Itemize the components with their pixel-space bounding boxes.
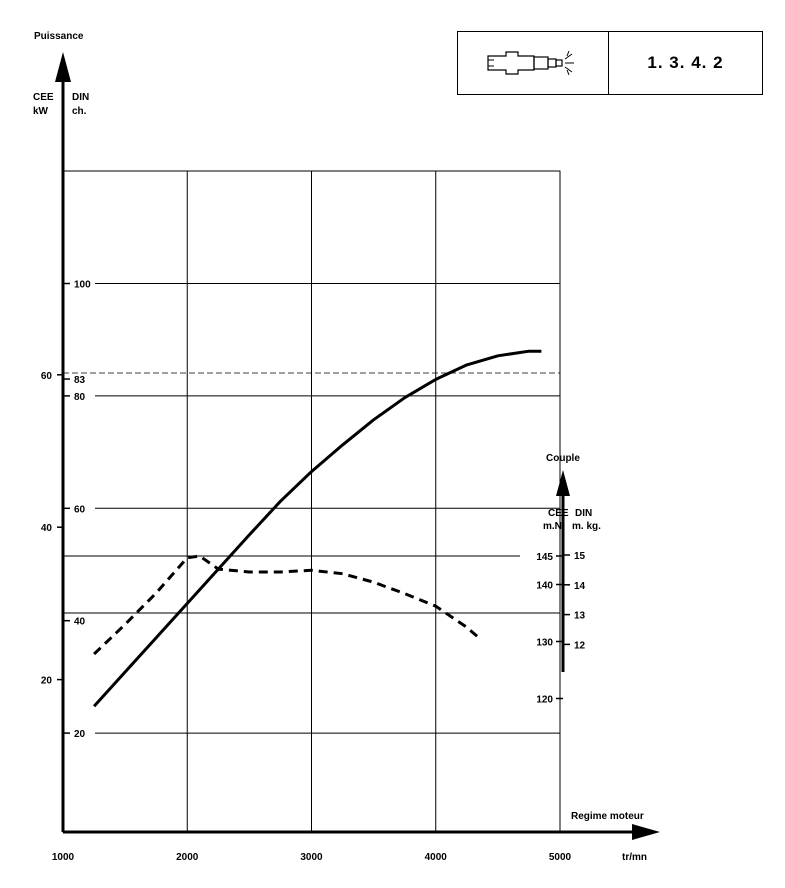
torque-din-unit-2: m. kg. — [572, 521, 601, 532]
torque-curve — [94, 556, 479, 654]
x-tick-label: 1000 — [51, 852, 75, 863]
x-tick-label: 4000 — [424, 852, 447, 863]
x-axis-arrow — [632, 824, 660, 840]
chart-series — [94, 351, 541, 706]
power-din-unit-2: ch. — [72, 106, 87, 117]
power-cee-tick-label: 40 — [40, 523, 52, 535]
torque-cee-tick-label: 130 — [536, 637, 553, 649]
torque-axis-arrow — [556, 470, 570, 496]
power-cee-tick-label: 20 — [40, 675, 52, 687]
power-curve — [94, 351, 541, 706]
power-din-tick-label: 100 — [74, 279, 91, 291]
power-din-tick-label: 80 — [74, 391, 86, 403]
power-din-tick-label: 83 — [74, 375, 86, 387]
torque-cee-tick-label: 145 — [536, 552, 553, 563]
torque-din-tick-label: 15 — [574, 551, 586, 562]
power-cee-tick-label: 60 — [40, 370, 52, 382]
torque-din-unit-1: DIN — [575, 508, 593, 519]
x-tick-label: 5000 — [548, 852, 572, 863]
chart-grid — [63, 171, 560, 832]
x-tick-label: 3000 — [300, 852, 323, 863]
power-axis-arrow — [55, 52, 71, 82]
torque-din-tick-label: 14 — [574, 580, 586, 592]
power-din-tick-label: 40 — [74, 616, 86, 628]
power-din-tick-label: 60 — [74, 504, 86, 516]
torque-cee-unit-1: CEE — [548, 508, 569, 519]
x-axis-unit: tr/mn — [622, 852, 647, 863]
power-din-unit-1: DIN — [72, 92, 90, 103]
x-tick-label: 2000 — [176, 852, 199, 863]
torque-cee-tick-label: 120 — [536, 694, 553, 706]
x-axis-title: Regime moteur — [571, 811, 644, 822]
torque-cee-unit-2: m.N. — [543, 521, 565, 532]
torque-cee-tick-label: 140 — [536, 580, 553, 592]
power-cee-unit-2: kW — [33, 106, 48, 117]
torque-axis-title: Couple — [546, 453, 580, 464]
torque-din-tick-label: 12 — [574, 640, 586, 652]
torque-din-tick-label: 13 — [574, 610, 586, 622]
power-din-tick-label: 20 — [74, 729, 86, 741]
power-cee-unit-1: CEE — [33, 92, 54, 103]
power-axis-title: Puissance — [34, 31, 84, 42]
reference-code: 1. 3. 4. 2 — [647, 53, 724, 72]
